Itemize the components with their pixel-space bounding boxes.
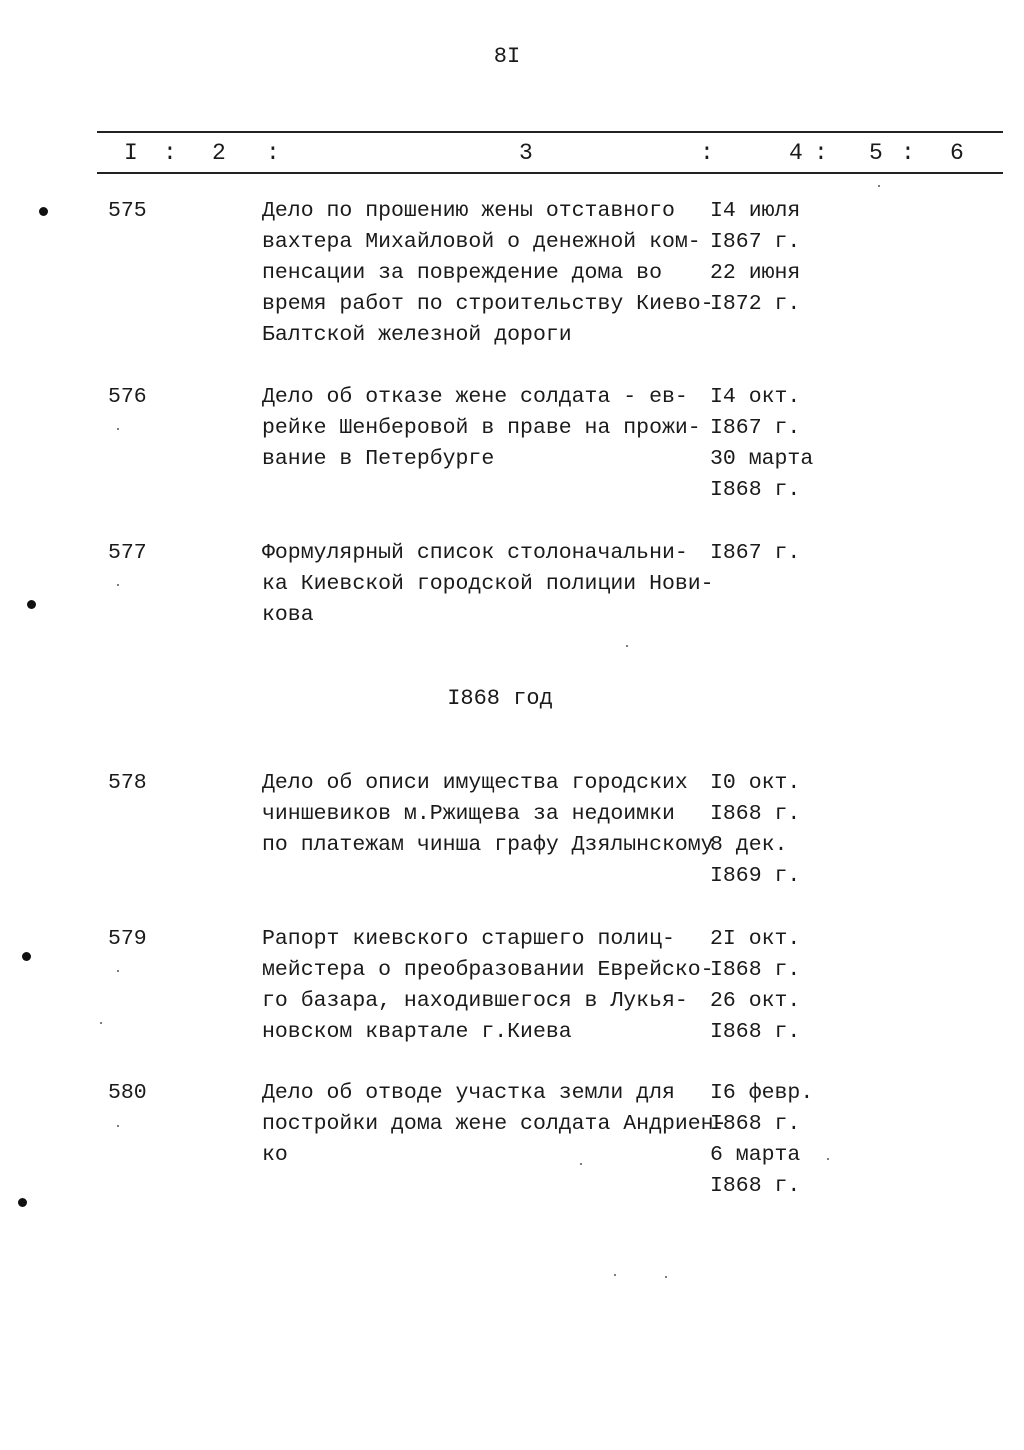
column-header-separator: : (700, 140, 714, 166)
record-date-line: I868 г. (710, 1174, 801, 1198)
record-date-line: I868 г. (710, 1112, 801, 1136)
punch-hole-mark (18, 1198, 27, 1207)
column-header-2: 2 (212, 140, 226, 166)
record-number: 577 (108, 541, 147, 565)
record-title-line: вахтера Михайловой о денежной ком- (262, 230, 701, 254)
record-title-line: кова (262, 603, 314, 627)
record-date-line: I869 г. (710, 864, 801, 888)
scan-speck (665, 1276, 667, 1278)
scan-speck (117, 970, 119, 972)
scan-speck (626, 645, 628, 647)
record-date-line: 8 дек. (710, 833, 788, 857)
record-dates (710, 538, 830, 569)
scan-speck (580, 1163, 582, 1165)
record-dates (710, 382, 830, 506)
record-date-line: 2I окт. (710, 927, 801, 951)
record-date-line: I868 г. (710, 802, 801, 826)
record-title-line: Дело об отказе жене солдата - ев- (262, 385, 688, 409)
record-date-line: I868 г. (710, 478, 801, 502)
record-date-line: I0 окт. (710, 771, 801, 795)
column-header-separator: : (266, 140, 280, 166)
record-dates (710, 924, 830, 1048)
column-header-separator: : (163, 140, 177, 166)
record-title-line: мейстера о преобразовании Еврейско- (262, 958, 714, 982)
record-number: 578 (108, 771, 147, 795)
record-title-line: Дело по прошению жены отставного (262, 199, 675, 223)
record-date-line: I867 г. (710, 541, 801, 565)
record-title-line: Формулярный список столоначальни- (262, 541, 688, 565)
record-number: 575 (108, 199, 147, 223)
scan-speck (614, 1274, 616, 1276)
record-date-line: I868 г. (710, 958, 801, 982)
record-title (262, 196, 712, 351)
scan-speck (117, 428, 119, 430)
column-header-4: 4 (789, 140, 803, 166)
record-title (262, 924, 712, 1048)
record-number: 576 (108, 385, 147, 409)
header-rule-bottom (97, 172, 1003, 174)
record-title (262, 1078, 727, 1171)
record-title-line: Дело об отводе участка земли для (262, 1081, 675, 1105)
record-title-line: рейке Шенберовой в праве на прожи- (262, 416, 701, 440)
record-title-line: ко (262, 1143, 288, 1167)
column-header-6: 6 (950, 140, 964, 166)
scan-speck (827, 1158, 829, 1160)
punch-hole-mark (22, 952, 31, 961)
record-title-line: Дело об описи имущества городских (262, 771, 688, 795)
record-date-line: I4 июля (710, 199, 801, 223)
record-title-line: постройки дома жене солдата Андриен- (262, 1112, 727, 1136)
scan-speck (117, 584, 119, 586)
record-title-line: Рапорт киевского старшего полиц- (262, 927, 675, 951)
record-title-line: пенсации за повреждение дома во (262, 261, 662, 285)
record-title-line: новском квартале г.Киева (262, 1020, 572, 1044)
record-date-line: I872 г. (710, 292, 801, 316)
punch-hole-mark (39, 207, 48, 216)
record-date-line: 6 марта (710, 1143, 801, 1167)
record-date-line: 30 марта (710, 447, 814, 471)
record-date-line: I867 г. (710, 416, 801, 440)
record-date-line: I868 г. (710, 1020, 801, 1044)
column-header-separator: : (814, 140, 828, 166)
record-title-line: Балтской железной дороги (262, 323, 572, 347)
record-date-line: I867 г. (710, 230, 801, 254)
record-date-line: I6 февр. (710, 1081, 814, 1105)
record-date-line: 22 июня (710, 261, 801, 285)
record-title (262, 538, 712, 631)
record-title-line: ка Киевской городской полиции Нови- (262, 572, 714, 596)
column-header-5: 5 (869, 140, 883, 166)
record-number: 579 (108, 927, 147, 951)
record-title-line: вание в Петербурге (262, 447, 495, 471)
record-date-line: 26 окт. (710, 989, 801, 1013)
punch-hole-mark (27, 600, 36, 609)
record-dates (710, 1078, 830, 1202)
record-title-line: чиншевиков м.Ржищева за недоимки (262, 802, 675, 826)
record-number: 580 (108, 1081, 147, 1105)
column-header-3: 3 (519, 140, 533, 166)
record-dates (710, 196, 830, 320)
record-title-line: го базара, находившегося в Лукья- (262, 989, 688, 1013)
record-title (262, 382, 712, 475)
scan-speck (117, 1125, 119, 1127)
scan-speck (100, 1022, 102, 1024)
record-dates (710, 768, 830, 892)
column-header-1: I (124, 140, 138, 166)
record-title (262, 768, 712, 861)
record-title-line: время работ по строительству Киево- (262, 292, 714, 316)
year-heading: I868 год (447, 686, 553, 711)
page-number: 8I (493, 44, 521, 69)
column-header-separator: : (901, 140, 915, 166)
scan-speck (878, 185, 880, 187)
record-date-line: I4 окт. (710, 385, 801, 409)
header-rule-top (97, 131, 1003, 133)
record-title-line: по платежам чинша графу Дзялынскому (262, 833, 714, 857)
